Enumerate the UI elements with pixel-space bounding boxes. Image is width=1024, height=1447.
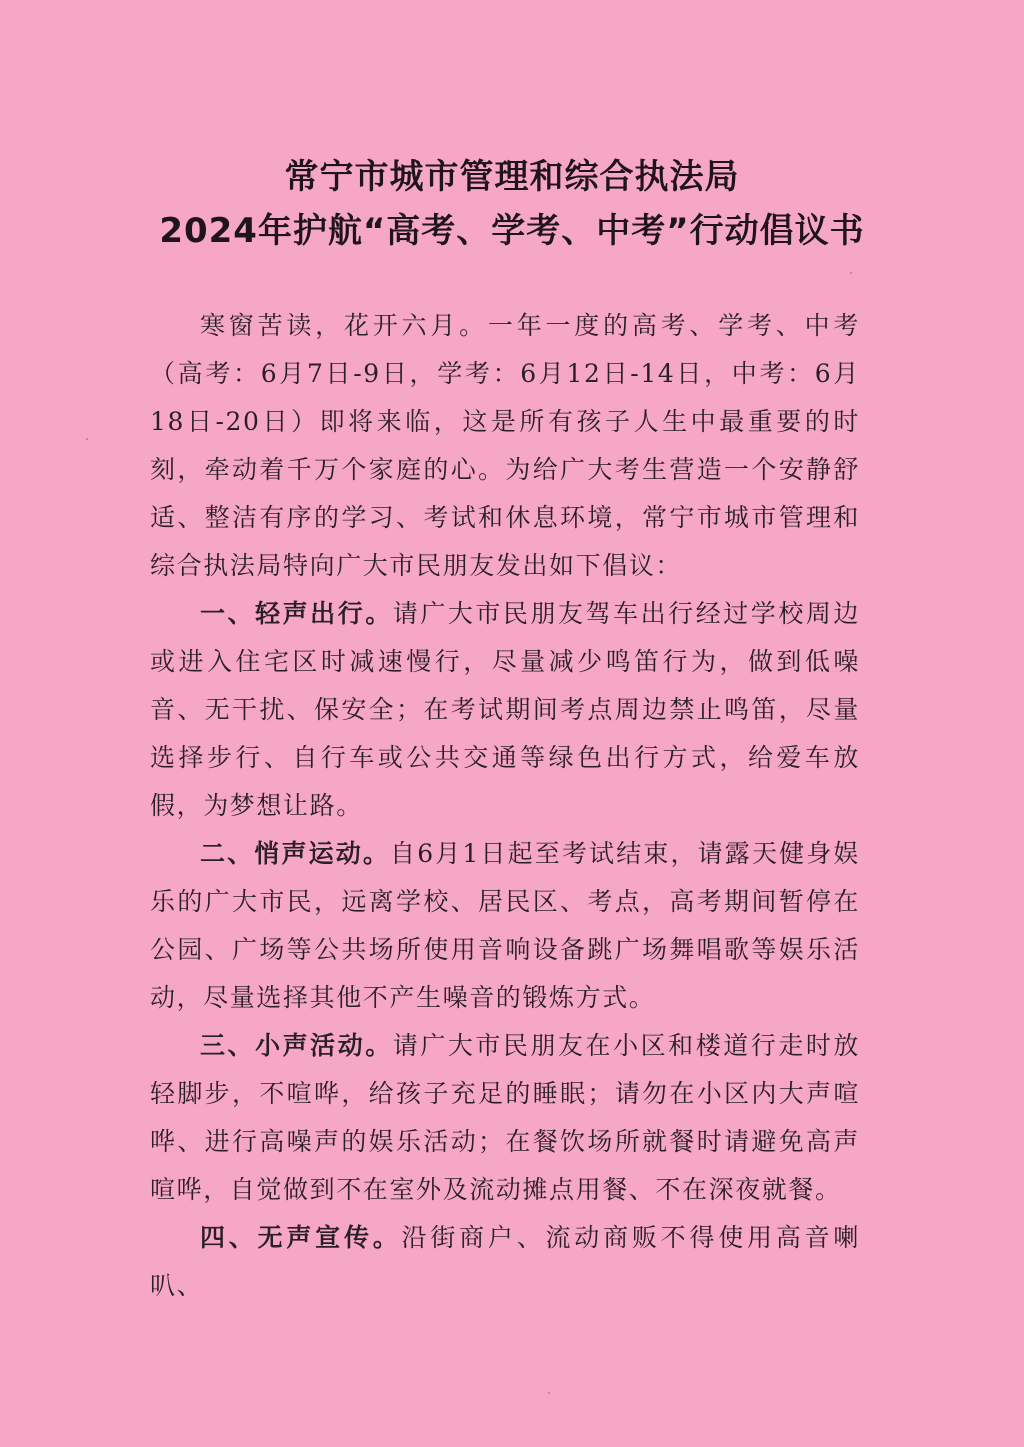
item-text-3: 请广大市民朋友在小区和楼道行走时放轻脚步，不喧哗，给孩子充足的睡眠；请勿在小区内大声喧哗、进行高噪声的娱乐活动；在餐饮场所就餐时请避免高声喧哗，自觉做到不在室外及流动摊点用餐、不在深夜就餐。 <box>150 1031 861 1204</box>
item-text-4: 沿街商户、流动商贩不得使用高音喇叭、 <box>150 1223 861 1300</box>
document-body <box>150 302 860 1310</box>
item-heading-1: 一、轻声出行。 <box>200 599 393 628</box>
intro-paragraph: 寒窗苦读，花开六月。一年一度的高考、学考、中考（高考：6月7日-9日，学考：6月12日-14日，中考：6月18日-20日）即将来临，这是所有孩子人生中最重要的时刻，牵动着千万个家庭的心。为给广大考生营造一个安静舒适、整洁有序的学习、考试和休息环境，常宁市城市管理和综合执法局特向广大市民朋友发出如下倡议： <box>150 311 860 580</box>
item-heading-2: 二、悄声运动。 <box>200 839 391 868</box>
item-paragraph-3 <box>150 1022 860 1214</box>
item-paragraph-1 <box>150 590 860 830</box>
paper-speck <box>850 272 852 274</box>
paper-speck <box>86 438 88 440</box>
document-title <box>0 150 1024 258</box>
item-heading-4: 四、无声宣传。 <box>200 1223 402 1252</box>
paper-speck <box>548 1392 550 1394</box>
item-text-1: 请广大市民朋友驾车出行经过学校周边或进入住宅区时减速慢行，尽量减少鸣笛行为，做到低噪音、无干扰、保安全；在考试期间考点周边禁止鸣笛，尽量选择步行、自行车或公共交通等绿色出行方式，给爱车放假，为梦想让路。 <box>150 599 861 820</box>
item-paragraph-2 <box>150 830 860 1022</box>
item-paragraph-4 <box>150 1214 860 1310</box>
item-text-2: 自6月1日起至考试结束，请露天健身娱乐的广大市民，远离学校、居民区、考点，高考期间暂停在公园、广场等公共场所使用音响设备跳广场舞唱歌等娱乐活动，尽量选择其他不产生噪音的锻炼方式。 <box>150 839 860 1012</box>
title-line-2: 2024年护航“高考、学考、中考”行动倡议书 <box>159 211 865 251</box>
item-heading-3: 三、小声活动。 <box>200 1031 393 1060</box>
title-line-1: 常宁市城市管理和综合执法局 <box>284 157 740 197</box>
